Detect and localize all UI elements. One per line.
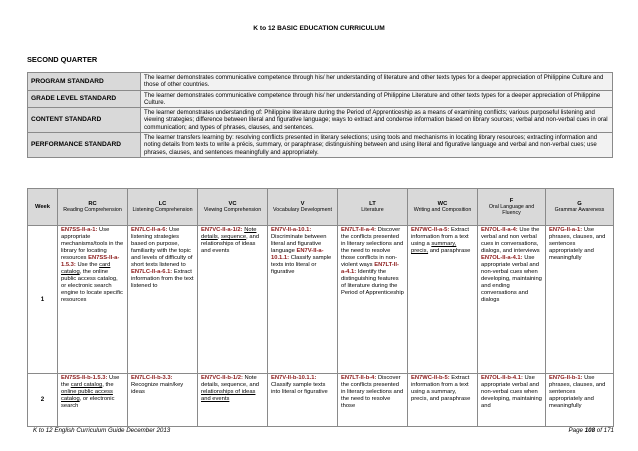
vc-cell: EN7VC-II-a-1/2: Note details, sequence, and relationships of ideas and events — [198, 226, 268, 374]
wc-cell: EN7WC-II-b-5: Extract information from a text using a summary, precis, and paraphrase — [408, 374, 478, 427]
rc-cell: EN7SS-II-b-1.5.3: Use the card catalog, the online public access catalog, or electronic search — [58, 374, 128, 427]
quarter-heading: SECOND QUARTER — [27, 55, 98, 64]
header-row — [28, 189, 614, 226]
table-row — [28, 374, 614, 427]
f-cell: EN7OL-II-b-4.1: Use appropriate verbal and non-verbal cues when developing, maintaining and — [478, 374, 546, 427]
standard-label: GRADE LEVEL STANDARD — [28, 90, 141, 108]
f-cell: EN7OL-II-a-4: Use the verbal and non verbal cues in conversations, dialogs, and interviews EN7OL-II-a-4.1: Use appropriate verbal and non-verbal cues when developing, maintaining and ending conversations and dialogs — [478, 226, 546, 374]
vc-header: VC Viewing Comprehension — [198, 189, 268, 226]
lc-cell: EN7LC-II-a-6: Use listening strategies based on purpose, familiarity with the topic and levels of difficulty of short texts listened to EN7LC-II-a-6.1: Extract information from the text listened to — [128, 226, 198, 374]
curriculum-table — [27, 188, 614, 427]
standard-text: The learner demonstrates communicative competence through his/ her understanding of literature and other texts types for a deeper appreciation of Philippine Culture and those of other countries. — [141, 73, 613, 91]
wc-header: WC Writing and Composition — [408, 189, 478, 226]
lc-cell: EN7LC-II-b-3.3: Recognize main/key ideas — [128, 374, 198, 427]
page-title: K to 12 BASIC EDUCATION CURRICULUM — [253, 25, 385, 32]
v-header: V Vocabulary Development — [268, 189, 338, 226]
lc-header: LC Listening Comprehension — [128, 189, 198, 226]
lt-cell: EN7LT-II-b-4: Discover the conflicts presented in literary selections and the need to resolve those — [338, 374, 408, 427]
standard-row — [28, 73, 613, 91]
wc-cell: EN7WC-II-a-5: Extract information from a text using a summary, precis, and paraphrase — [408, 226, 478, 374]
rc-header: RC Reading Comprehension — [58, 189, 128, 226]
table-row — [28, 226, 614, 374]
g-header: G Grammar Awareness — [546, 189, 614, 226]
page-number: Page 108 of 171 — [568, 427, 614, 434]
week-number: 2 — [28, 374, 58, 427]
standard-text: The learner demonstrates understanding of: Philippine literature during the Period of Apprenticeship as a means of examining conflicts; various purposeful listening and viewing strategies; difference between literal and figurative language; ways to extract and condense information based on library sources; verbal and non-verbal cues in oral communication; and types of phrases, clauses, and sentences. — [141, 108, 613, 133]
rc-cell: EN7SS-II-a-1: Use appropriate mechanisms/tools in the library for locating resources EN7SS-II-a-1.5.3: Use the card catalog, the online public access catalog, or electronic search engine to locate specific resources — [58, 226, 128, 374]
standard-label: PERFORMANCE STANDARD — [28, 133, 141, 158]
v-cell: EN7V-II-a-10.1: Discriminate between literal and figurative language EN7V-II-a-10.1.1: Classify sample texts into literal or figurative — [268, 226, 338, 374]
g-cell: EN7G-II-b-1: Use phrases, clauses, and sentences appropriately and meaningfully — [546, 374, 614, 427]
standard-label: CONTENT STANDARD — [28, 108, 141, 133]
footer-guide: K to 12 English Curriculum Guide December 2013 — [33, 427, 171, 434]
v-cell: EN7V-II-b-10.1.1: Classify sample texts into literal or figurative — [268, 374, 338, 427]
standard-row — [28, 90, 613, 108]
g-cell: EN7G-II-a-1: Use phrases, clauses, and sentences appropriately and meaningfully — [546, 226, 614, 374]
vc-cell: EN7VC-II-b-1/2: Note details, sequence, and relationships of ideas and events — [198, 374, 268, 427]
standard-text: The learner demonstrates communicative competence through his/ her understanding of Philippine Literature and other texts types for a deeper appreciation of Philippine Culture. — [141, 90, 613, 108]
week-number: 1 — [28, 226, 58, 374]
f-header: F Oral Language and Fluency — [478, 189, 546, 226]
standards-table — [27, 72, 613, 158]
week-header: Week — [28, 189, 58, 226]
standard-row — [28, 133, 613, 158]
lt-cell: EN7LT-II-a-4: Discover the conflicts presented in literary selections and the need to resolve those conflicts in non-violent ways EN7LT-II-a-4.1: Identify the distinguishing features of literature during the Period of Apprenticeship — [338, 226, 408, 374]
lt-header: LT Literature — [338, 189, 408, 226]
standard-text: The learner transfers learning by: resolving conflicts presented in literary selections; using tools and mechanisms in locating library resources; extracting information and noting details from texts to write a précis, summary, or paraphrase; distinguishing between and using literal and figurative language and verbal and non-verbal cues; use phrases, clauses, and sentences meaningfully and appropriately. — [141, 133, 613, 158]
standard-label: PROGRAM STANDARD — [28, 73, 141, 91]
standard-row — [28, 108, 613, 133]
